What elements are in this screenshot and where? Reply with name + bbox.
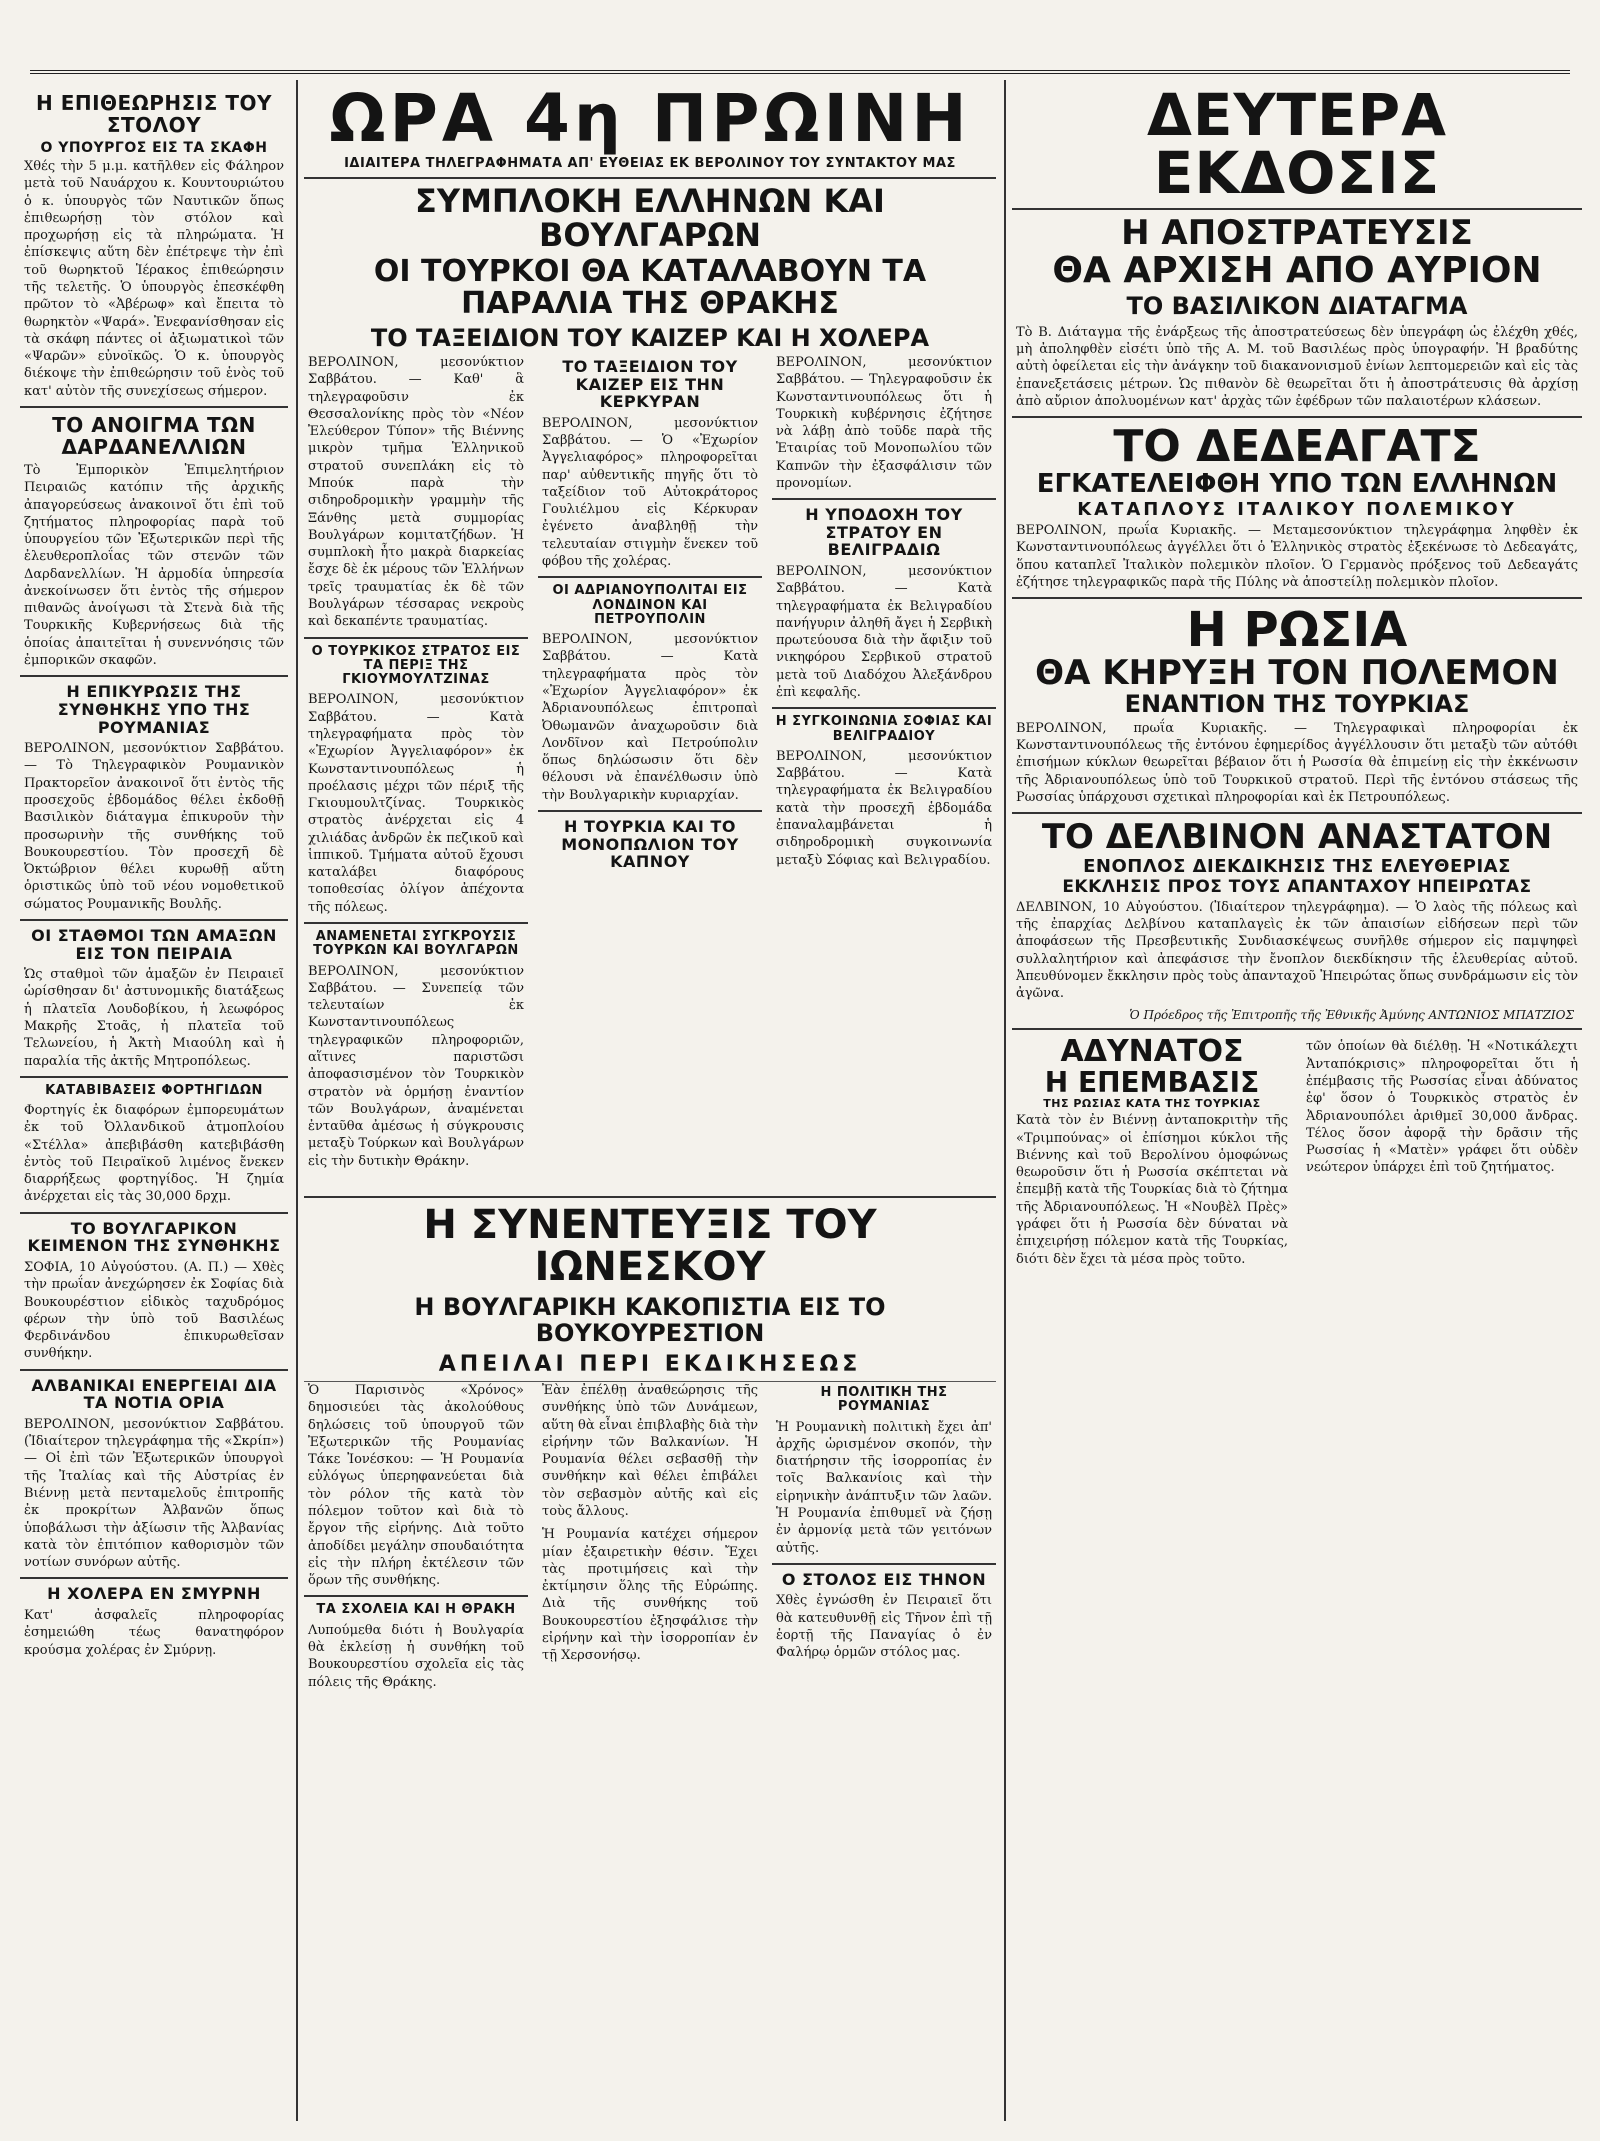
demob-title: Η ΑΠΟΣΤΡΑΤΕΥΣΙΣ xyxy=(1121,213,1473,253)
ionescu-columns xyxy=(304,1380,996,2120)
cholera-title: Η ΧΟΛΕΡΑ ΕΝ ΣΜΥΡΝΗ xyxy=(47,1584,261,1604)
treaty-title: ΤΟ ΒΟΥΛΓΑΡΙΚΟΝ ΚΕΙΜΕΝΟΝ ΤΗΣ ΣΥΝΘΗΚΗΣ xyxy=(27,1218,281,1256)
kaiser-title: ΤΟ ΤΑΞΕΙΔΙΟΝ ΤΟΥ ΚΑΙΖΕΡ ΚΑΙ Η ΧΟΛΕΡΑ xyxy=(370,324,930,353)
impossible-title: ΑΔΥΝΑΤΟΣ xyxy=(1060,1034,1244,1070)
fleet-subtitle: Ο ΥΠΟΥΡΓΟΣ ΕΙΣ ΤΑ ΣΚΑΦΗ xyxy=(40,140,268,156)
impossible-section xyxy=(1012,1036,1582,1273)
policy-title: Η ΠΟΛΙΤΙΚΗ ΤΗΣ ΡΟΥΜΑΝΙΑΣ xyxy=(820,1385,948,1415)
gallipoli-article: Τὸ Ἐμπορικὸν Ἐπιμελητήριον Πειραιῶς κατόπιν τῆς ἀρχικῆς ἀπαγορεύσεως ἀνακοινοῖ ὅτι ἐπὶ τοῦ ζητήματος πληροφορίας παρὰ τοῦ ὑπουργείου τῶν Ἐξωτερικῶν περὶ τῆς ἐλευθεροπλοΐας τῶν στενῶν τῶν Δαρδανελλίων. Ἡ ἀρμοδία ὑπηρεσία ἀνεκοίνωσεν ὅτι ἐντὸς τῆς σήμερον πιθανῶς ἀνοίγωσι τὰ Στενὰ διὰ τῆς Τουρκικῆς Κυβερνήσεως διὰ τῆς ὁποίας ἀπαιτεῖται ἡ συνεννόησις τῶν ἐμπορικῶν σκαφῶν. xyxy=(24,462,284,669)
demob-subtitle: ΘΑ ΑΡΧΙΣΗ ΑΠΟ ΑΥΡΙΟΝ xyxy=(1052,249,1542,291)
kerkyra-title: ΤΟ ΤΑΞΕΙΔΙΟΝ ΤΟΥ ΚΑΙΖΕΡ ΕΙΣ ΤΗΝ ΚΕΡΚΥΡΑΝ xyxy=(562,357,738,412)
turkey-article: ΒΕΡΟΛΙΝΟΝ, μεσονύκτιον Σαββάτου. — Τηλεγραφοῦσιν ἐκ Κωνσταντινουπόλεως ὅτι ἡ Τουρκικὴ κυβέρνησις ἐζήτησε νὰ λάβῃ ἀπὸ τοῦδε παρὰ τῆς Ἑταιρίας τοῦ Μονοπωλίου τῶν Καπνῶν τὴν ἐξασφάλισιν τῶν προνομίων. xyxy=(776,355,992,491)
center-masthead xyxy=(304,80,996,353)
ionescu-title: Η ΣΥΝΕΝΤΕΥΞΙΣ ΤΟΥ ΙΩΝΕΣΚΟΥ xyxy=(423,1202,877,1290)
schools-title: ΤΑ ΣΧΟΛΕΙΑ ΚΑΙ Η ΘΡΑΚΗ xyxy=(316,1602,516,1618)
clash-article: ΒΕΡΟΛΙΝΟΝ, μεσονύκτιον Σαββάτου. — Καθ' ἃ τηλεγραφοῦσιν ἐκ Θεσσαλονίκης πρὸς τὸν «Νέον Ἐλεύθερον Τύπον» τῆς Βιέννης μικρὸν τμῆμα Ἑλληνικοῦ στρατοῦ συνεπλάκη εἰς τὸ Μπούκ παρὰ τὴν σιδηροδρομικὴν γραμμὴν τῆς Ξάνθης μετὰ συμμορίας Βουλγάρων κομιτατζήδων. Ἡ συμπλοκὴ ἦτο μακρὰ διαρκείας ἔσχε δὲ ἐκ μέρους τῶν Ἑλλήνων τρεῖς τραυματίας ἐκ δὲ τῶν Βουλγάρων τέσσαρας νεκροὺς καὶ δεκαπέντε τραυματίας. xyxy=(308,355,524,630)
reception-title: Η ΥΠΟΔΟΧΗ ΤΟΥ ΣΤΡΑΤΟΥ ΕΝ ΒΕΛΙΓΡΑΔΙΩ xyxy=(805,505,963,560)
ionescu-subtitle-2: ΑΠΕΙΛΑΙ ΠΕΡΙ ΕΚΔΙΚΗΣΕΩΣ xyxy=(438,1351,862,1377)
column-rule xyxy=(296,80,298,2121)
communication-article: ΒΕΡΟΛΙΝΟΝ, μεσονύκτιον Σαββάτου. — Κατὰ τηλεγραφήματα ἐκ Βελιγραδίου κατὰ τὴν προσεχῆ ἑβδομάδα ἐπαναλαμβάνεται ἡ σιδηροδρομικὴ συγκοινωνία μεταξὺ Σόφιας καὶ Βελιγραδίου. xyxy=(776,748,992,868)
conflict-title: ΑΝΑΜΕΝΕΤΑΙ ΣΥΓΚΡΟΥΣΙΣ ΤΟΥΡΚΩΝ ΚΑΙ ΒΟΥΛΓΑΡΩΝ xyxy=(313,929,519,959)
left-column xyxy=(20,86,288,2121)
clash-title: ΣΥΜΠΛΟΚΗ ΕΛΛΗΝΩΝ ΚΑΙ ΒΟΥΛΓΑΡΩΝ xyxy=(415,182,885,254)
epirus-article: ΔΕΛΒΙΝΟΝ, 10 Αὐγούστου. (Ἰδιαίτερον τηλεγράφημα). — Ὁ λαὸς τῆς πόλεως καὶ τῆς ἐπαρχίας Δελβίνου καταπλαγεὶς ἐκ τῶν ἀπαισίων εἰδήσεων περὶ τῶν ἀποφάσεων τῆς Πρεσβευτικῆς Συνδιασκέψεως συνῆλθε σήμερον εἰς παμψηφεὶ συλλαλητήριον καὶ ἀπεφάσισε τὴν ἔνοπλον διεκδίκησιν τῆς ἐλευθερίας αὐτοῦ. Ἀπευθύνομεν ἔκκλησιν πρὸς τοὺς ἀπανταχοῦ Ἠπειρώτας ὅπως συνδράμωσιν εἰς τὸν ἀγῶνα. xyxy=(1016,899,1578,1002)
right-column xyxy=(1012,86,1582,2121)
adrianople-article: ΒΕΡΟΛΙΝΟΝ, μεσονύκτιον Σαββάτου. — Κατὰ τηλεγραφήματα πρὸς τὸν «Ἐχωρίον Ἀγγελιαφόρον» ἐκ Ἀδριανουπόλεως ἐπιτροπαὶ Ὀθωμανῶν ἀναχωροῦσιν διὰ Λονδῖνον καὶ Πετρούπολιν ὅπως δηλώσωσιν ὅτι δὲν θέλουσι νὰ ἐπανέλθωσιν ὑπὸ τὴν Βουλγαρικὴν κυριαρχίαν. xyxy=(542,632,758,803)
russia-article: ΒΕΡΟΛΙΝΟΝ, πρωΐα Κυριακῆς. — Τηλεγραφικαὶ πληροφορίαι ἐκ Κωνσταντινουπόλεως τῆς ἐντόνου ἐφημερίδος ἀγγέλλουσιν ὅτι μεταξὺ τῶν αὐτόθι ἐπισήμων κύκλων θεωρεῖται βέβαιον ὅτι ἡ Ρωσσία θὰ ἐπιμείνῃ εἰς τὴν ἐκκένωσιν τῆς Ἀδριανουπόλεως ὑπὸ τοῦ Τουρκικοῦ στρατοῦ. Περὶ τῆς ἐντόνου στάσεως τῆς Ρωσσίας ὑπάρχουσι σχετικαὶ πληροφορίαι καὶ ἐκ Πετρουπόλεως. xyxy=(1016,720,1578,805)
romania-article: ΒΕΡΟΛΙΝΟΝ, μεσονύκτιον Σαββάτου. — Τὸ Τηλεγραφικὸν Ρουμανικὸν Πρακτορεῖον ἀνακοινοῖ ὅτι ἐντὸς τῆς προσεχοῦς ἑβδομάδος θέλει ἐκδοθῇ Βασιλικὸν διάταγμα ἐπικυροῦν τὴν προσωρινὴν τῆς συνθήκης τοῦ Βουκουρεστίου. Τὸν προσεχῆ δὲ Ὀκτώβριον θέλει κυρωθῇ αὕτη ὁριστικῶς ὑπὸ τοῦ νέου νομοθετικοῦ σώματος Ρουμανικῆς Βουλῆς. xyxy=(24,741,284,912)
dedeagatch-title: ΤΟ ΔΕΔΕΑΓΑΤΣ xyxy=(1113,421,1481,473)
army-article: ΒΕΡΟΛΙΝΟΝ, μεσονύκτιον Σαββάτου. — Κατὰ τηλεγραφήματα πρὸς τὸν «Ἐχωρίον Ἀγγελιαφόρον» ἐκ Κωνσταντινουπόλεως ἡ προέλασις μέχρι τῶν πέριξ τῆς Γκιουμουλτζίνας. Τουρκικὸς στρατὸς ἀνέρχεται εἰς 4 χιλιάδας ἀνδρῶν ἐκ πεζικοῦ καὶ ἱππικοῦ. Τμήματα αὐτοῦ ἔχουσι καταλάβει διαφόρους τοποθεσίας ὀλίγον ἀπέχοντα τῆς πόλεως. xyxy=(308,692,524,915)
schools-article: Λυπούμεθα διότι ἡ Βουλγαρία θὰ ἐκλείσῃ ἡ συνθήκη τοῦ Βουκουρεστίου σχολεῖα εἰς τὰς πόλεις τῆς Θράκης. xyxy=(308,1622,524,1690)
albania-article: ΒΕΡΟΛΙΝΟΝ, μεσονύκτιον Σαββάτου. (Ἰδιαίτερον τηλεγράφημα τῆς «Σκρίπ») — Οἱ ἐπὶ τῶν Ἐξωτερικῶν ὑπουργοὶ τῆς Ἰταλίας καὶ τῆς Αὐστρίας ἐν Βιέννῃ μετὰ πενταμελοῦς ἐπιτροπῆς ἐκ προκρίτων Ἀλβανῶν ὅπως ὑποβάλωσι τὴν ἀξίωσιν τῆς Ἀλβανίας κατὰ τὸν ἐπιτόπιον καθορισμὸν τῶν νοτίων συνόρων αὐτῆς. xyxy=(24,1416,284,1571)
center-col-3 xyxy=(772,352,996,1184)
russia-subtitle-2: ΕΝΑΝΤΙΟΝ ΤΗΣ ΤΟΥΡΚΙΑΣ xyxy=(1124,690,1470,719)
demob-article: Τὸ Β. Διάταγμα τῆς ἐνάρξεως τῆς ἀποστρατεύσεως δὲν ὑπεγράφη ὡς ἐλέχθη χθές, μὴ ἀποληφθὲν εἰσέτι ὑπὸ τῆς Α. Μ. τοῦ Βασιλέως πρὸς ὑπογραφήν. Ἡ βραδύτης αὐτὴ ὀφείλεται εἰς τὴν ἀνάγκην τοῦ διακανονισμοῦ ἐνίων λεπτομερειῶν καὶ εἰς τὰς ἐπανεξετάσεις μέτρων. Ὡς πιθανὸν δὲ θεωρεῖται ὅτι ἡ ἀποστράτευσις θὰ ἀρχίσῃ ἀπὸ αὔριον ἀπολυομένων κατ' ἀρχὰς τῶν ἐφέδρων τῶν παλαιοτέρων κλάσεων. xyxy=(1016,324,1578,409)
center-col-2 xyxy=(538,352,762,1184)
impossible-col-2 xyxy=(1302,1036,1582,1273)
masthead-rule xyxy=(30,70,1570,74)
impossible-article: Κατὰ τὸν ἐν Βιέννῃ ἀνταποκριτὴν τῆς «Τριμπούνας» οἱ ἐπίσημοι κύκλοι τῆς Βιέννης καὶ τοῦ Βερολίνου ὁμοφώνως θεωροῦσιν ὅτι ἡ Ρωσσία σκέπτεται νὰ ἐπεμβῇ κατὰ τῆς Τουρκίας διὰ τὸ ζήτημα τῆς Ἀδριανουπόλεως. Ἡ «Νουβὲλ Πρὲς» γράφει ὅτι ἡ Ρωσσία δὲν δύναται νὰ ἐπιχειρήσῃ πόλεμον κατὰ τῆς Τουρκίας, διότι δὲν ἔχει τὰ μέσα πρὸς τοῦτο. xyxy=(1016,1113,1288,1267)
romania-title: Η ΕΠΙΚΥΡΩΣΙΣ ΤΗΣ ΣΥΝΘΗΚΗΣ ΥΠΟ ΤΗΣ ΡΟΥΜΑΝΙΑΣ xyxy=(57,682,251,737)
ionescu-subtitle: Η ΒΟΥΛΓΑΡΙΚΗ ΚΑΚΟΠΙΣΤΙΑ ΕΙΣ ΤΟ ΒΟΥΚΟΥΡΕΣΤΙΟΝ xyxy=(414,1293,886,1348)
epirus-title: ΤΟ ΔΕΛΒΙΝΟΝ ΑΝΑΣΤΑΤΟΝ xyxy=(1041,817,1553,858)
albania-title: ΑΛΒΑΝΙΚΑΙ ΕΝΕΡΓΕΙΑΙ ΔΙΑ ΤΑ ΝΟΤΙΑ ΟΡΙΑ xyxy=(31,1375,277,1413)
telegrams-banner: ΙΔΙΑΙΤΕΡΑ ΤΗΛΕΓΡΑΦΗΜΑΤΑ ΑΠ' ΕΥΘΕΙΑΣ ΕΚ ΒΕΡΟΛΙΝΟΥ ΤΟΥ ΣΥΝΤΑΚΤΟΥ ΜΑΣ xyxy=(344,156,956,171)
reception-article: ΒΕΡΟΛΙΝΟΝ, μεσονύκτιον Σαββάτου. — Κατὰ τηλεγραφήματα ἐκ Βελιγραδίου πανήγυριν ἀληθῆ ἄγει ἡ Σερβικὴ πρωτεύουσα διὰ τὴν ἄφιξιν τοῦ νικηφόρου Σερβικοῦ στρατοῦ μετὰ τοῦ Διαδόχου Ἀλεξάνδρου ἐπὶ κεφαλῆς. xyxy=(776,564,992,700)
ionescu-col-1 xyxy=(304,1380,528,2120)
center-col-1 xyxy=(304,352,528,1184)
barges-title: ΚΑΤΑΒΙΒΑΣΕΙΣ ΦΟΡΤΗΓΙΔΩΝ xyxy=(45,1082,263,1098)
ionescu-col-3 xyxy=(772,1380,996,2120)
ionescu-block xyxy=(304,1190,996,1386)
fleet-tinos-article: Χθὲς ἐγνώσθη ἐν Πειραιεῖ ὅτι θὰ κατευθυνθῇ εἰς Τῆνον ἐπὶ τῇ ἑορτῇ τῆς Παναγίας ὁ ἐν Φαλήρῳ ὁρμῶν στόλος μας. xyxy=(776,1593,992,1661)
treaty-article: ΣΟΦΙΑ, 10 Αὐγούστου. (Α. Π.) — Χθὲς τὴν πρωΐαν ἀνεχώρησεν ἐκ Σοφίας διὰ Βουκουρέστιον εἰδικὸς ταχυδρόμος φέρων τὴν ὑπὸ τοῦ Βασιλέως Φερδινάνδου ἐπικυρωθεῖσαν συνθήκην. xyxy=(24,1259,284,1362)
policy-article: Ἡ Ρουμανικὴ πολιτικὴ ἔχει ἀπ' ἀρχῆς ὡρισμένον σκοπόν, τὴν διατήρησιν τῆς ἰσορροπίας ἐν τοῖς Βαλκανίοις καὶ τὴν εἰρηνικὴν ἀνάπτυξιν τῶν λαῶν. Ἡ Ρουμανία ἐπιθυμεῖ νὰ ζήσῃ ἐν ἀρμονίᾳ μετὰ τῶν γειτόνων αὐτῆς. xyxy=(776,1419,992,1556)
hour-title: ΩΡΑ 4η ΠΡΩΙΝΗ xyxy=(329,80,971,157)
communication-title: Η ΣΥΓΚΟΙΝΩΝΙΑ ΣΟΦΙΑΣ ΚΑΙ ΒΕΛΙΓΡΑΔΙΟΥ xyxy=(775,714,993,744)
center-columns xyxy=(304,352,996,1184)
impossible-subtitle: Η ΕΠΕΜΒΑΣΙΣ xyxy=(1044,1065,1260,1099)
russia-subtitle: ΘΑ ΚΗΡΥΞΗ ΤΟΝ ΠΟΛΕΜΟΝ xyxy=(1035,652,1559,693)
thrace-title: ΟΙ ΤΟΥΡΚΟΙ ΘΑ ΚΑΤΑΛΑΒΟΥΝ ΤΑ ΠΑΡΑΛΙΑ ΤΗΣ ΘΡΑΚΗΣ xyxy=(373,254,927,321)
turkey-title: Η ΤΟΥΡΚΙΑ ΚΑΙ ΤΟ ΜΟΝΟΠΩΛΙΟΝ ΤΟΥ ΚΑΠΝΟΥ xyxy=(561,817,739,872)
cholera-article: Κατ' ἀσφαλεῖς πληροφορίας ἐσημειώθη τέως θανατηφόρον κρούσμα χολέρας ἐν Σμύρνῃ. xyxy=(24,1607,284,1658)
fleet-article: Χθές τὴν 5 μ.μ. κατῆλθεν εἰς Φάληρον μετὰ τοῦ Ναυάρχου κ. Κουντουριώτου ὁ κ. ὑπουργὸς τῶν Ναυτικῶν ὅπως ἐπιθεωρήσῃ τὸν στόλον καὶ προχωρήσῃ εἰς τὰ πληρώματα. Ἡ ἐπίσκεψις αὕτη δὲν ἐπέτρεψε τὴν ἐπὶ τοῦ θωρηκτοῦ Ἱέρακος ἐπιθεώρησιν τῆς τελετῆς. Ὁ ὑπουργὸς ἐπεσκέφθη πρῶτον τὸ «Ἀβέρωφ» καὶ ἔπειτα τὸ θωρηκτὸν «Ψαρά». Ἐνεφανίσθησαν εἰς τὰ σκάφη πάντες οἱ ἀξιωματικοὶ τῶν «Ψαρῶν» εὐνοϊκῶς. Ὁ κ. ὑπουργὸς διέκοψε τὴν ἐπιθεώρησιν τοῦ ἑνὸς τοῦ κατ' αὐτὸν τῆς συνεχίσεως σήμερον. xyxy=(24,159,284,399)
impossible-col-1 xyxy=(1012,1036,1292,1273)
ionescu-article-1: Ὁ Παρισινὸς «Χρόνος» δημοσιεύει τὰς ἀκολούθους δηλώσεις τοῦ ὑπουργοῦ τῶν Ἐξωτερικῶν τῆς Ρουμανίας Τάκε Ἰονέσκου: — Ἡ Ρουμανία εὐλόγως ὑπερηφανεύεται διὰ τὸν ρόλον τῆς κατὰ τὸν πόλεμον τοῦτον καὶ διὰ τὸ ἔργον τῆς εἰρήνης. Διὰ τοῦτο ἀποδίδει μεγάλην σπουδαιότητα εἰς τὴν πλήρη ἐκτέλεσιν τῶν ὅρων τῆς συνθήκης. xyxy=(308,1383,524,1589)
impossible-article-2: τῶν ὁποίων θὰ διέλθῃ. Ἡ «Νοτικάλεχτι Ἀνταπόκρισις» πληροφορεῖται ὅτι ἡ ἐπέμβασις τῆς Ρωσσίας εἶναι ἀδύνατος ἐφ' ὅσον ὁ Τουρκικὸς στρατὸς ἐν Ἀδριανουπόλει ἀριθμεῖ 30,000 ἄνδρας. Τέλος ὅσον ἀφορᾷ τὴν δρᾶσιν τῆς Ρωσσίας ἡ «Ματὲν» γράφει ὅτι οὐδὲν νεώτερον ὑπάρχει ἐπὶ τοῦ ζητήματος. xyxy=(1306,1039,1578,1176)
adrianople-title: ΟΙ ΑΔΡΙΑΝΟΥΠΟΛΙΤΑΙ ΕΙΣ ΛΟΝΔΙΝΟΝ ΚΑΙ ΠΕΤΡΟΥΠΟΛΙΝ xyxy=(552,583,748,627)
dedeagatch-article: ΒΕΡΟΛΙΝΟΝ, πρωΐα Κυριακῆς. — Μεταμεσονύκτιον τηλεγράφημα ληφθὲν ἐκ Κωνσταντινουπόλεως ἀγγέλλει ὅτι ὁ Ἑλληνικὸς στρατὸς ἐξεκένωσε τὸ Δεδεαγάτς, ὅπου καταπλεῖ Ἰταλικὸν πολεμικὸν πλοῖον. Ὁ Γερμανὸς πρόξενος τοῦ Δεδεαγάτς ἐζήτησε τηλεγραφικῶς παρὰ τῆς Πύλης νὰ ἀποστείλῃ πολεμικὸν πλοῖον. xyxy=(1016,523,1578,590)
epirus-signature: Ὁ Πρόεδρος τῆς Ἐπιτροπῆς τῆς Ἐθνικῆς Ἀμύνης ΑΝΤΩΝΙΟΣ ΜΠΑΤΖΙΟΣ xyxy=(1129,1008,1574,1023)
epirus-subtitle-2: ΕΚΚΛΗΣΙΣ ΠΡΟΣ ΤΟΥΣ ΑΠΑΝΤΑΧΟΥ ΗΠΕΙΡΩΤΑΣ xyxy=(1062,876,1532,897)
edition-title: ΔΕΥΤΕΡΑ ΕΚΔΟΣΙΣ xyxy=(1146,86,1448,207)
ionescu-article-2: Ἐὰν ἐπέλθῃ ἀναθεώρησις τῆς συνθήκης ὑπὸ τῶν Δυνάμεων, αὕτη θὰ εἶναι ἐπιβλαβὴς διὰ τὴν εἰρήνην τῶν Βαλκανίων. Ἡ Ρουμανία θέλει σεβασθῇ τὴν συνθήκην καὶ θέλει ἐπιβάλει τὸν σεβασμὸν αὐτῆς καὶ εἰς τοὺς ἄλλους. xyxy=(542,1383,758,1519)
gallipoli-title: ΤΟ ΑΝΟΙΓΜΑ ΤΩΝ ΔΑΡΔΑΝΕΛΛΙΩΝ xyxy=(52,412,256,459)
barges-article: Φορτηγίς ἐκ διαφόρων ἐμπορευμάτων ἐκ τοῦ Ὀλλανδικοῦ ἀτμοπλοίου «Στέλλα» ἀπεβιβάσθη κατεβιβάσθη ἐντὸς τοῦ Πειραϊκοῦ λιμένος ἔνεκεν διαρρήξεως φορτηγίδος. Ἡ ζημία ἀνέρχεται εἰς τὰς 30,000 δρχμ. xyxy=(24,1103,284,1205)
carriages-title: ΟΙ ΣΤΑΘΜΟΙ ΤΩΝ ΑΜΑΞΩΝ ΕΙΣ ΤΟΝ ΠΕΙΡΑΙΑ xyxy=(31,925,277,963)
ionescu-article-3: Ἡ Ρουμανία κατέχει σήμερον μίαν ἐξαιρετικὴν θέσιν. Ἔχει τὰς προτιμήσεις καὶ τὴν ἐκτίμησιν ὅλης τῆς Εὐρώπης. Διὰ τῆς συνθήκης τοῦ Βουκουρεστίου ἐξησφάλισε τὴν εἰρήνην καὶ τὴν ἰσορροπίαν ἐν τῇ Χερσονήσῳ. xyxy=(542,1527,758,1664)
kerkyra-article: ΒΕΡΟΛΙΝΟΝ, μεσονύκτιον Σαββάτου. — Ὁ «Ἐχωρίον Ἀγγελιαφόρος» πληροφορεῖται παρ' αὐθεντικῆς πηγῆς ὅτι τὸ ταξείδιον τοῦ Αὐτοκράτορος Γουλιέλμου εἰς Κέρκυραν ἐγένετο ἀναβληθῇ τὴν τελευταίαν στιγμὴν ἕνεκεν τοῦ φόβου τῆς χολέρας. xyxy=(542,415,758,570)
ionescu-col-2 xyxy=(538,1380,762,2120)
dedeagatch-subtitle-2: ΚΑΤΑΠΛΟΥΣ ΙΤΑΛΙΚΟΥ ΠΟΛΕΜΙΚΟΥ xyxy=(1077,499,1517,521)
conflict-article: ΒΕΡΟΛΙΝΟΝ, μεσονύκτιον Σαββάτου. — Συνεπείᾳ τῶν τελευταίων ἐκ Κωνσταντινουπόλεως τηλεγραφικῶν πληροφοριῶν, αἵτινες παριστῶσι ἀποφασισμένον τὸν Τουρκικὸν στρατὸν νὰ ὁρμήσῃ ἐναντίον τῶν Βουλγάρων, ἀναμένεται ἐνταῦθα ἀμέσως ἡ σύγκρουσις μεταξὺ Τούρκων καὶ Βουλγάρων εἰς τὴν δυτικὴν Θράκην. xyxy=(308,963,524,1169)
column-rule xyxy=(1004,80,1006,2121)
army-title: Ο ΤΟΥΡΚΙΚΟΣ ΣΤΡΑΤΟΣ ΕΙΣ ΤΑ ΠΕΡΙΞ ΤΗΣ ΓΚΙΟΥΜΟΥΛΤΖΙΝΑΣ xyxy=(311,643,521,688)
russia-title: Η ΡΩΣΙΑ xyxy=(1186,602,1408,659)
fleet-tinos-title: Ο ΣΤΟΛΟΣ ΕΙΣ ΤΗΝΟΝ xyxy=(781,1569,987,1589)
decree-title: ΤΟ ΒΑΣΙΛΙΚΟΝ ΔΙΑΤΑΓΜΑ xyxy=(1126,292,1468,321)
fleet-title: Η ΕΠΙΘΕΩΡΗΣΙΣ ΤΟΥ ΣΤΟΛΟΥ xyxy=(36,91,272,137)
dedeagatch-subtitle: ΕΓΚΑΤΕΛΕΙΦΘΗ ΥΠΟ ΤΩΝ ΕΛΛΗΝΩΝ xyxy=(1036,469,1558,500)
impossible-subtitle-2: ΤΗΣ ΡΩΣΙΑΣ ΚΑΤΑ ΤΗΣ ΤΟΥΡΚΙΑΣ xyxy=(1043,1097,1261,1111)
carriages-article: Ὡς σταθμοὶ τῶν ἁμαξῶν ἐν Πειραιεῖ ὡρίσθησαν δι' ἀστυνομικῆς διατάξεως ἡ πλατεῖα Λουδοβίκου, ἡ λεωφόρος Μακρῆς Στοᾶς, ἡ πλατεῖα τοῦ Τελωνείου, ἡ Ἀκτὴ Μιαούλη καὶ ἡ παραλία τῆς ἀκτῆς Μητροπόλεως. xyxy=(24,967,284,1069)
epirus-subtitle: ΕΝΟΠΛΟΣ ΔΙΕΚΔΙΚΗΣΙΣ ΤΗΣ ΕΛΕΥΘΕΡΙΑΣ xyxy=(1083,855,1511,877)
